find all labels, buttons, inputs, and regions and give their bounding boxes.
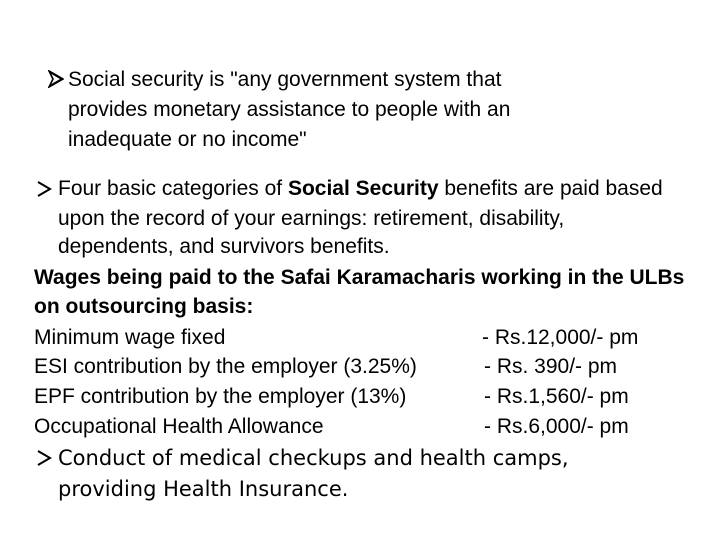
- arrow-bullet-icon: [36, 180, 52, 198]
- wages-heading-line2: on outsourcing basis:: [34, 295, 254, 318]
- bullet3-line2: providing Health Insurance.: [58, 477, 349, 501]
- wage-row-value: - Rs. 390/- pm: [484, 355, 618, 378]
- wage-row-label: Minimum wage fixed: [34, 326, 226, 349]
- bullet2-line3: dependents, and survivors benefits.: [58, 235, 390, 258]
- wage-row-value: - Rs.6,000/- pm: [484, 415, 629, 438]
- arrow-bullet-icon: [48, 70, 64, 88]
- bullet1-line2: provides monetary assistance to people with an: [68, 98, 511, 121]
- bullet3-line1: Conduct of medical checkups and health camps,: [58, 446, 569, 470]
- bullet2-line1-bold: Social Security: [287, 177, 439, 200]
- bullet2-line1-pre: Four basic categories of: [58, 177, 288, 200]
- bullet1-line3: inadequate or no income": [68, 128, 307, 151]
- bullet2-line1: [58, 176, 663, 201]
- wage-row-label: EPF contribution by the employer (13%): [34, 385, 407, 408]
- wages-heading-line1: Wages being paid to the Safai Karamacharis working in the ULBs: [34, 266, 685, 289]
- bullet1-line1: Social security is "any government system that: [68, 68, 502, 91]
- wage-row-label: Occupational Health Allowance: [34, 415, 324, 438]
- arrow-bullet-icon: [36, 449, 52, 467]
- wage-row-value: - Rs.1,560/- pm: [484, 385, 629, 408]
- bullet2-line1-post: benefits are paid based: [438, 177, 663, 200]
- wage-row-value: - Rs.12,000/- pm: [482, 326, 639, 349]
- wage-row-label: ESI contribution by the employer (3.25%): [34, 355, 417, 378]
- bullet2-line2: upon the record of your earnings: retirement, disability,: [58, 207, 565, 230]
